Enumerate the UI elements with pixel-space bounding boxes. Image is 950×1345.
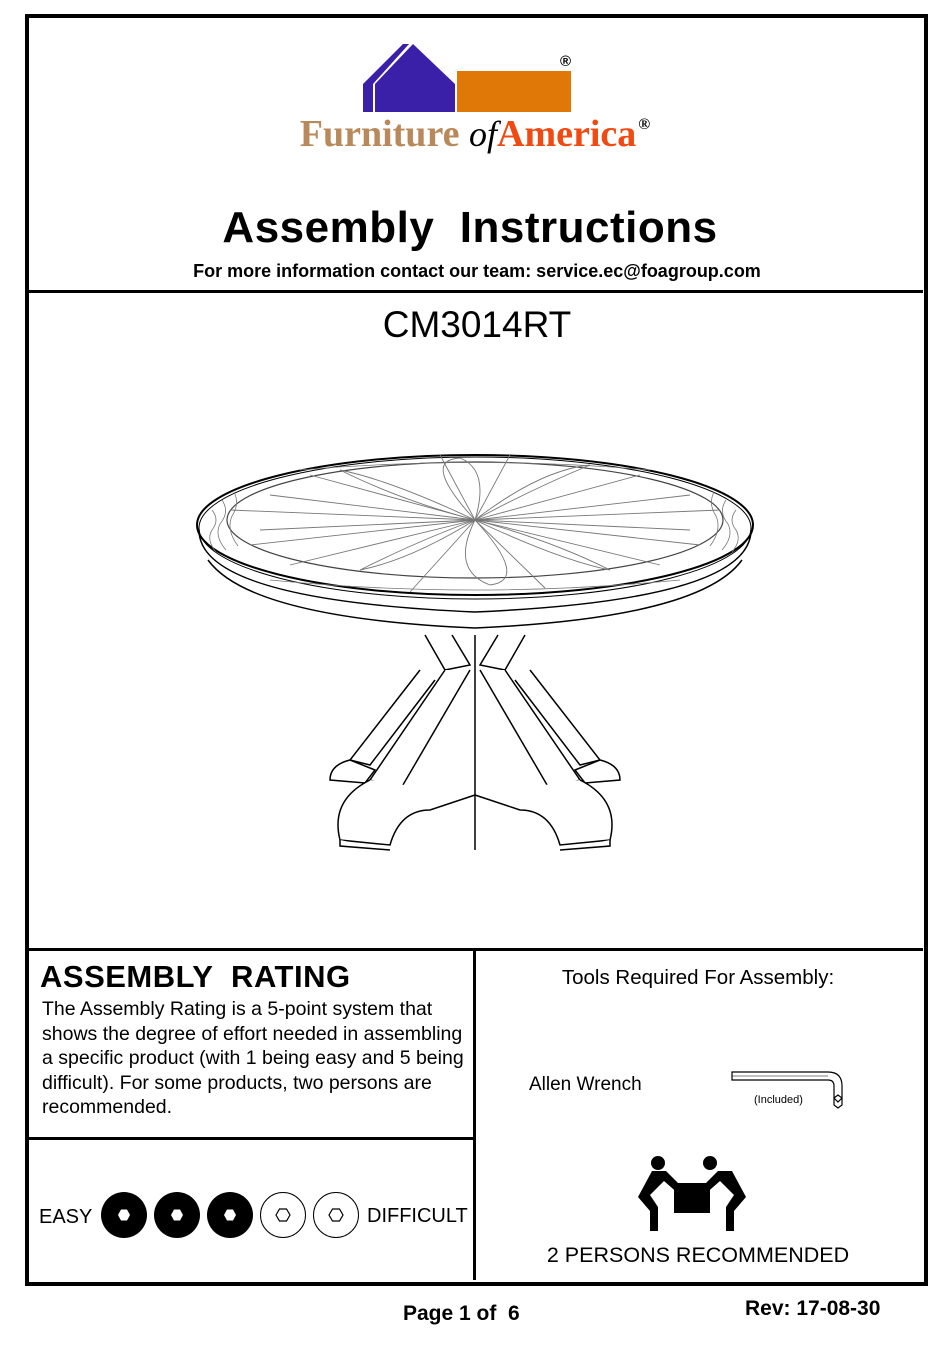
page-title: Assembly Instructions: [222, 203, 718, 252]
rating-dot-empty-icon: [260, 1192, 306, 1238]
model-number: CM3014RT: [382, 304, 572, 345]
rating-dot-empty-icon: [313, 1192, 359, 1238]
assembly-rating-description: The Assembly Rating is a 5-point system that shows the degree of effort needed in assembling a specific product (with 1 being easy and 5 being difficult). For some products, two persons are recommended.: [42, 998, 464, 1118]
registered-mark: ®: [638, 116, 651, 133]
contact-info: For more information contact our team: service.ec@foagroup.com: [193, 261, 761, 281]
brand-word-america: America: [497, 113, 637, 155]
rating-dot-filled-icon: [101, 1192, 147, 1238]
brand-logo-icon: [355, 38, 585, 118]
brand-word-furniture: Furniture: [299, 113, 460, 155]
brand-word-of: of: [469, 114, 498, 154]
table-illustration: [190, 450, 760, 870]
difficult-label: DIFFICULT: [367, 1205, 468, 1227]
two-persons-lifting-icon: [636, 1155, 748, 1235]
tool-name: Allen Wrench: [529, 1074, 642, 1095]
rating-tools-divider: [473, 948, 476, 1280]
rating-scale-divider: [27, 1137, 475, 1140]
tool-note: (Included): [754, 1094, 803, 1106]
rating-dot-filled-icon: [207, 1192, 253, 1238]
brand-wordmark: [0, 112, 950, 156]
revision-date: Rev: 17-08-30: [745, 1297, 881, 1320]
page-number: Page 1 of 6: [403, 1302, 520, 1325]
easy-label: EASY: [39, 1206, 93, 1228]
header-divider: [27, 290, 923, 293]
persons-recommended-label: 2 PERSONS RECOMMENDED: [546, 1243, 850, 1267]
svg-text:®: ®: [560, 53, 572, 70]
tools-heading: Tools Required For Assembly:: [561, 966, 835, 989]
rating-dot-filled-icon: [154, 1192, 200, 1238]
assembly-rating-heading: ASSEMBLY RATING: [40, 959, 351, 994]
